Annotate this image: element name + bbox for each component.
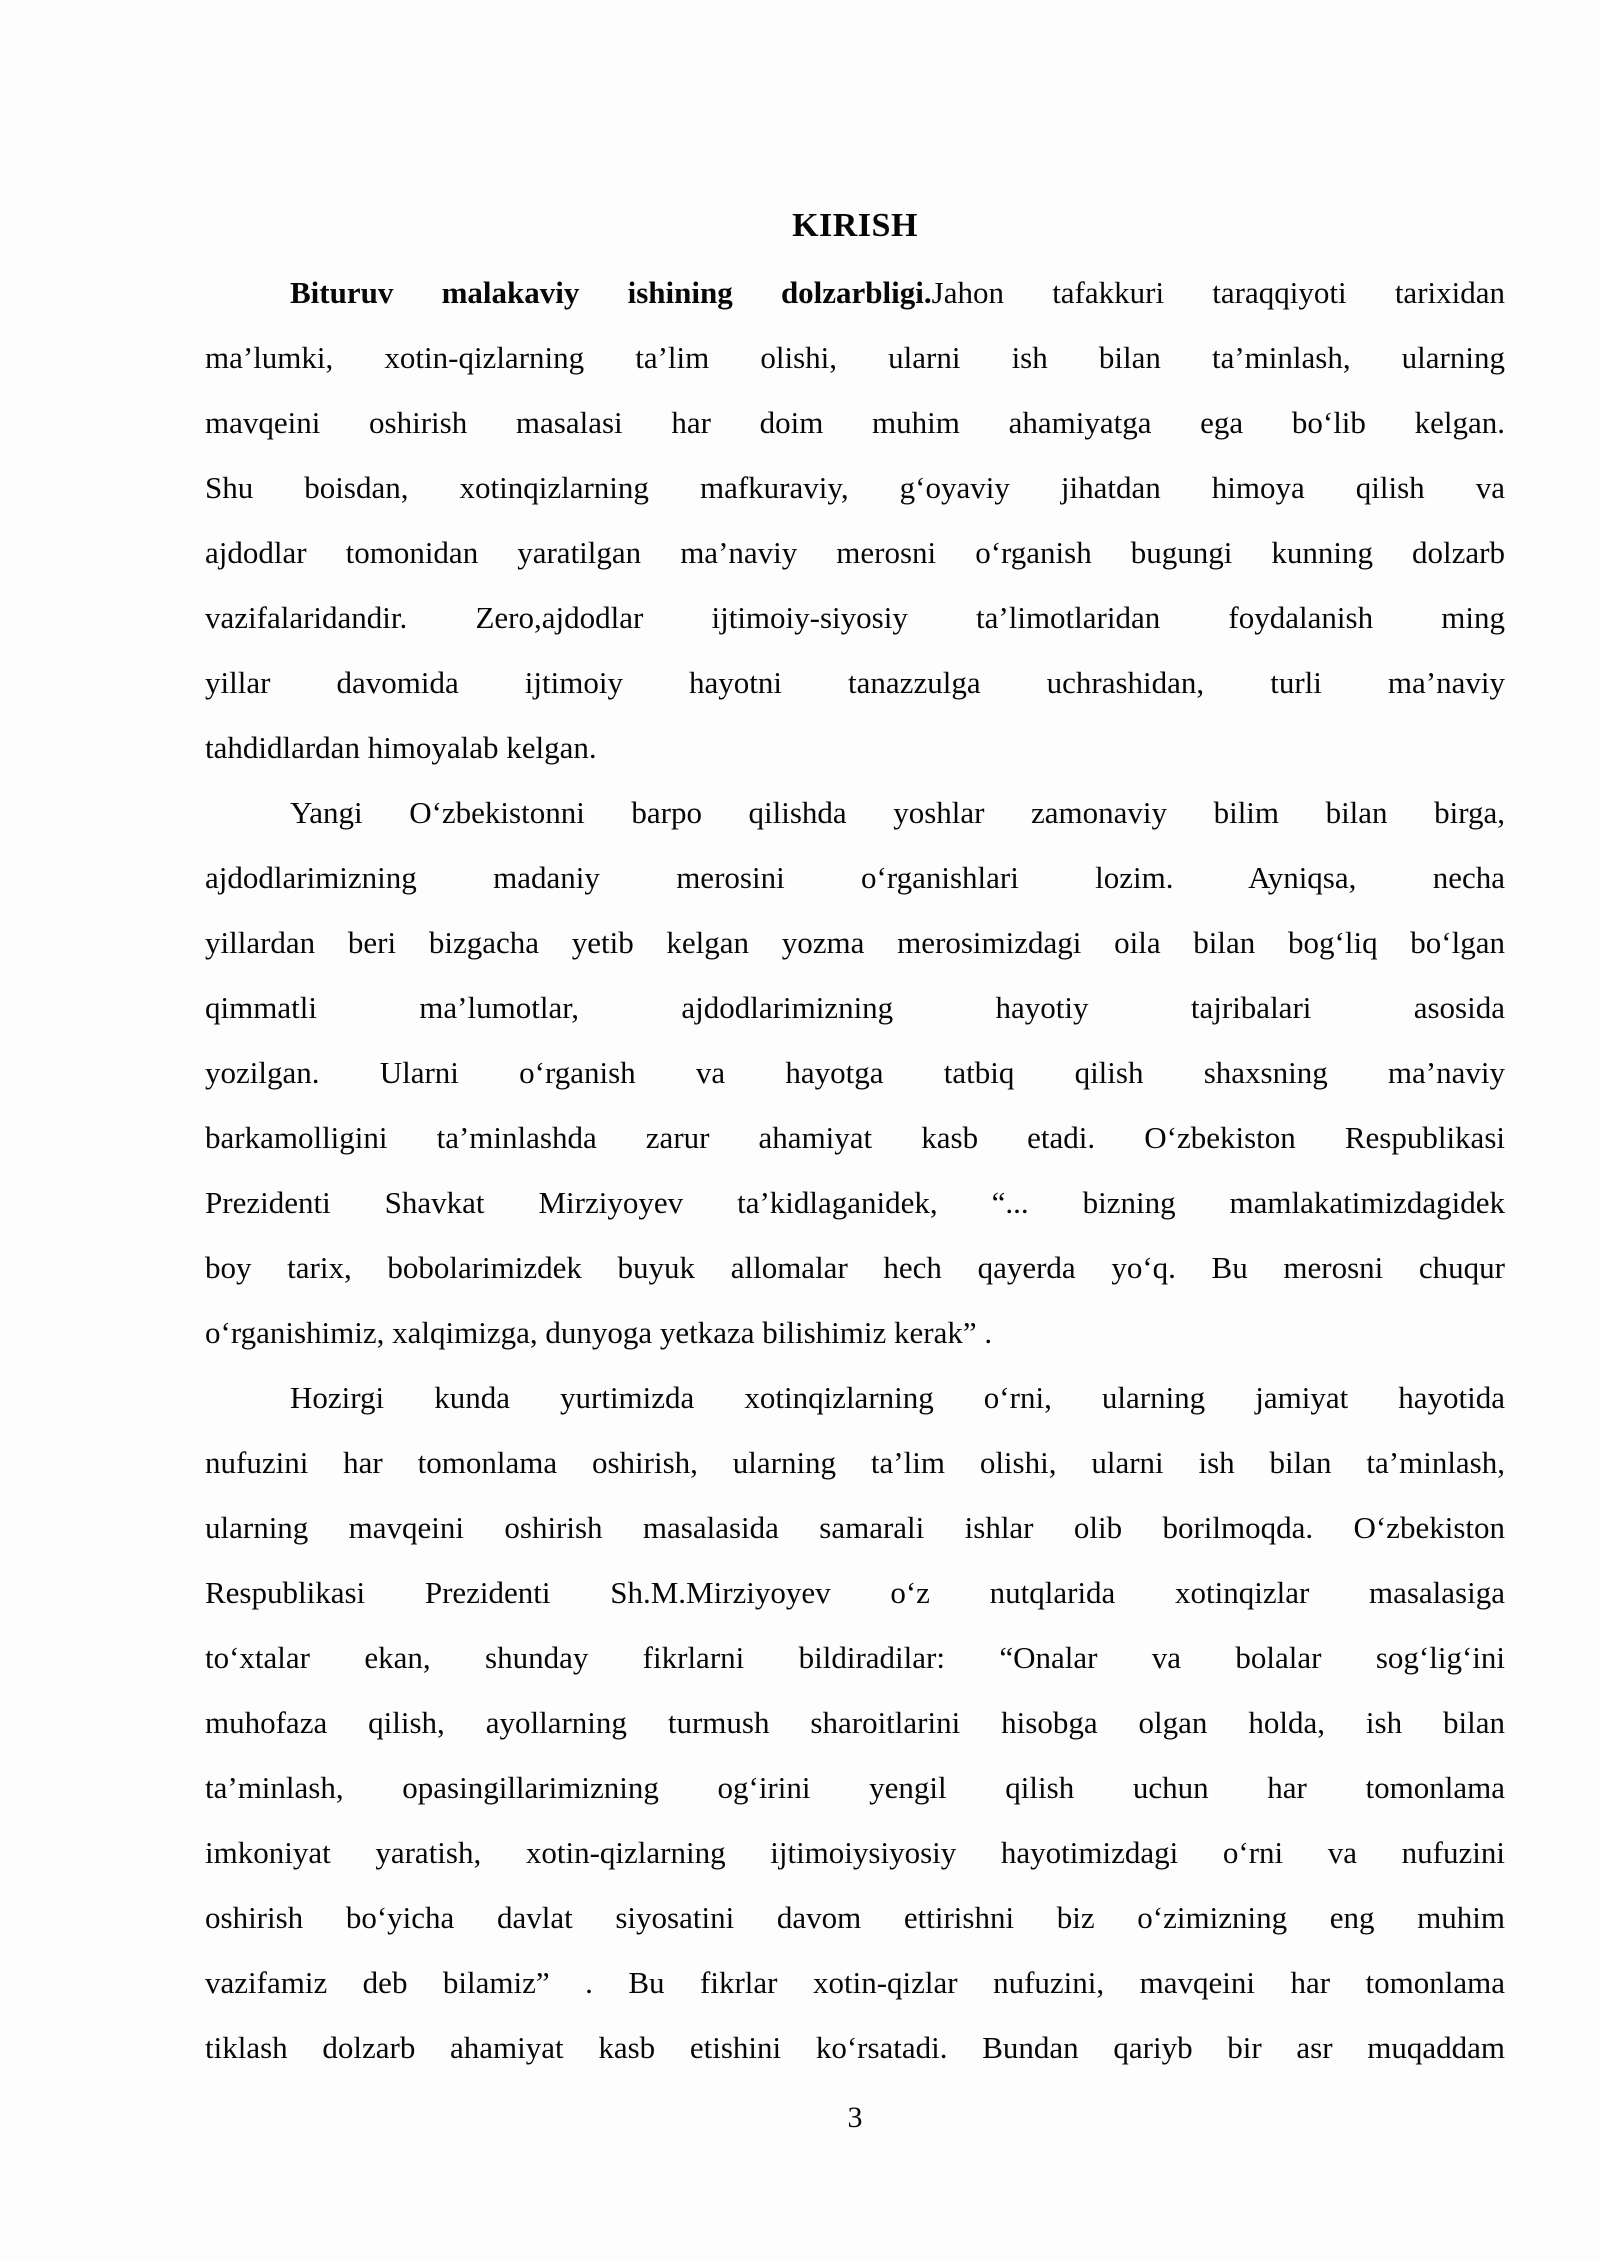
page-title: KIRISH (792, 207, 918, 244)
text-run: Jahon tafakkuri taraqqiyoti tarixidan (931, 275, 1505, 310)
text-line: yillardan beri bizgacha yetib kelgan yozma merosimizdagi oila bilan bog‘liq bo‘lgan (205, 925, 1505, 960)
page-number: 3 (847, 2101, 863, 2134)
text-line: tahdidlardan himoyalab kelgan. (205, 730, 597, 765)
text-line: tiklash dolzarb ahamiyat kasb etishini ko‘rsatadi. Bundan qariyb bir asr muqaddam (205, 2030, 1505, 2065)
text-line: nufuzini har tomonlama oshirish, ularning ta’lim olishi, ularni ish bilan ta’minlash, (205, 1445, 1505, 1480)
text-line: Yangi O‘zbekistonni barpo qilishda yoshlar zamonaviy bilim bilan birga, (290, 795, 1505, 830)
text-line: ajdodlar tomonidan yaratilgan ma’naviy merosni o‘rganish bugungi kunning dolzarb (205, 535, 1505, 570)
text-line: qimmatli ma’lumotlar, ajdodlarimizning hayotiy tajribalari asosida (205, 990, 1505, 1025)
text-line: Respublikasi Prezidenti Sh.M.Mirziyoyev o‘z nutqlarida xotinqizlar masalasiga (205, 1575, 1505, 1610)
text-line (205, 260, 1505, 325)
text-line: ularning mavqeini oshirish masalasida samarali ishlar olib borilmoqda. O‘zbekiston (205, 1510, 1505, 1545)
text-line: to‘xtalar ekan, shunday fikrlarni bildiradilar: “Onalar va bolalar sog‘lig‘ini (205, 1640, 1505, 1675)
text-line: ma’lumki, xotin-qizlarning ta’lim olishi, ularni ish bilan ta’minlash, ularning (205, 340, 1505, 375)
text-line: barkamolligini ta’minlashda zarur ahamiyat kasb etadi. O‘zbekiston Respublikasi (205, 1120, 1505, 1155)
text-line: yillar davomida ijtimoiy hayotni tanazzulga uchrashidan, turli ma’naviy (205, 665, 1505, 700)
text-line: mavqeini oshirish masalasi har doim muhim ahamiyatga ega bo‘lib kelgan. (205, 405, 1505, 440)
text-line: boy tarix, bobolarimizdek buyuk allomalar hech qayerda yo‘q. Bu merosni chuqur (205, 1250, 1505, 1285)
text-line: vazifalaridandir. Zero,ajdodlar ijtimoiy-siyosiy ta’limotlaridan foydalanish ming (205, 600, 1505, 635)
text-line: Shu boisdan, xotinqizlarning mafkuraviy, g‘oyaviy jihatdan himoya qilish va (205, 470, 1505, 505)
paragraph-women-policy (205, 1365, 1505, 2080)
bold-lead-text: Bituruv malakaviy ishining dolzarbligi. (290, 275, 932, 310)
text-line: vazifamiz deb bilamiz” . Bu fikrlar xotin-qizlar nufuzini, mavqeini har tomonlama (205, 1965, 1505, 2000)
paragraph-introduction (205, 260, 1505, 780)
text-line: Prezidenti Shavkat Mirziyoyev ta’kidlaganidek, “... bizning mamlakatimizdagidek (205, 1185, 1505, 1220)
text-line: yozilgan. Ularni o‘rganish va hayotga tatbiq qilish shaxsning ma’naviy (205, 1055, 1505, 1090)
page-content (205, 0, 1505, 2080)
text-line: imkoniyat yaratish, xotin-qizlarning ijtimoiysiyosiy hayotimizdagi o‘rni va nufuzini (205, 1835, 1505, 1870)
text-line: Hozirgi kunda yurtimizda xotinqizlarning o‘rni, ularning jamiyat hayotida (290, 1380, 1505, 1415)
text-line: ta’minlash, opasingillarimizning og‘irini yengil qilish uchun har tomonlama (205, 1770, 1505, 1805)
paragraph-heritage (205, 780, 1505, 1365)
text-line: oshirish bo‘yicha davlat siyosatini davom ettirishni biz o‘zimizning eng muhim (205, 1900, 1505, 1935)
text-line: o‘rganishimiz, xalqimizga, dunyoga yetkaza bilishimiz kerak” . (205, 1315, 993, 1350)
text-line: muhofaza qilish, ayollarning turmush sharoitlarini hisobga olgan holda, ish bilan (205, 1705, 1505, 1740)
text-line: ajdodlarimizning madaniy merosini o‘rganishlari lozim. Ayniqsa, necha (205, 860, 1505, 895)
